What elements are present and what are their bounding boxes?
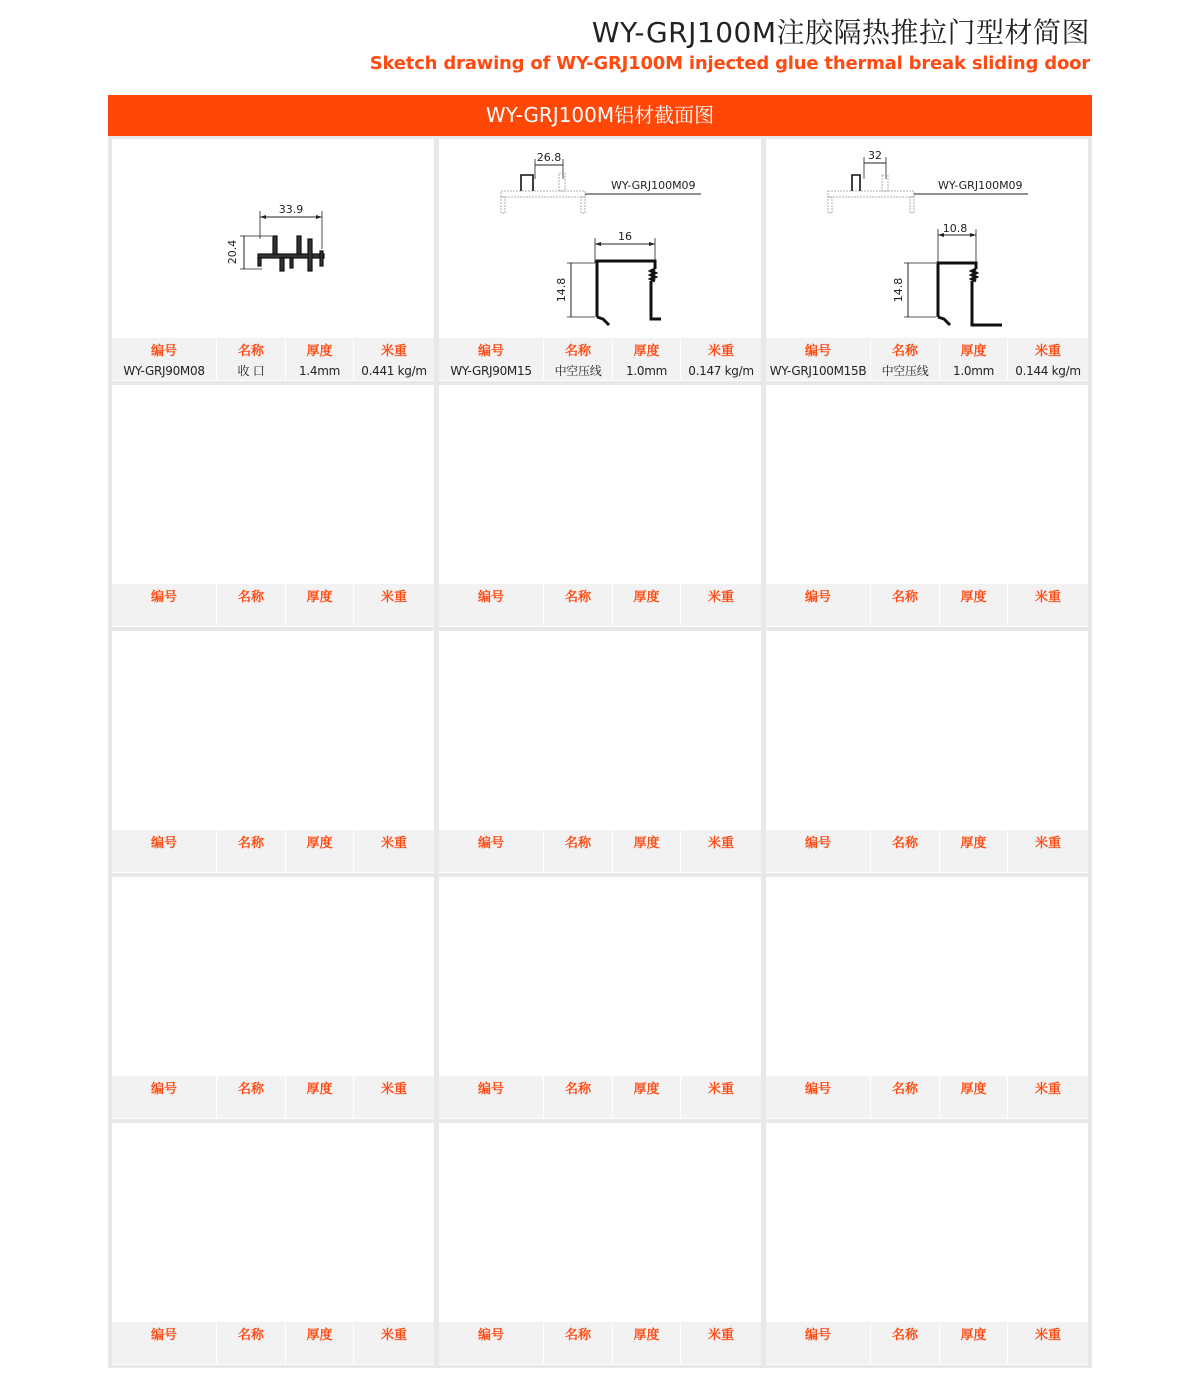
spec-table xyxy=(766,338,1088,380)
header-code: 编号 xyxy=(804,590,831,605)
header-name: 名称 xyxy=(237,590,264,605)
profile-drawing xyxy=(112,139,434,337)
header-weight: 米重 xyxy=(1034,344,1061,359)
header-weight: 米重 xyxy=(380,1082,407,1097)
value-weight: 0.147 kg/m xyxy=(688,364,754,378)
header-thickness: 厚度 xyxy=(960,344,987,359)
value-name: 中空压线 xyxy=(881,364,929,378)
header-code: 编号 xyxy=(477,344,504,359)
profile-drawing xyxy=(112,385,434,583)
header-name: 名称 xyxy=(564,344,591,359)
header-name: 名称 xyxy=(564,836,591,851)
header-weight: 米重 xyxy=(1034,590,1061,605)
header-name: 名称 xyxy=(237,836,264,851)
value-code: WY-GRJ90M15 xyxy=(450,364,532,378)
section-banner: WY-GRJ100M铝材截面图 xyxy=(108,95,1092,136)
dim-height: 20.4 xyxy=(226,239,239,265)
header-weight: 米重 xyxy=(380,590,407,605)
header-thickness: 厚度 xyxy=(960,1082,987,1097)
dim-ref-width: 32 xyxy=(868,149,882,162)
header-code: 编号 xyxy=(150,836,177,851)
page-title: WY-GRJ100M注胶隔热推拉门型材简图 xyxy=(591,16,1090,49)
profile-grid xyxy=(108,136,1092,1368)
header-code: 编号 xyxy=(804,344,831,359)
header-code: 编号 xyxy=(804,1082,831,1097)
profile-card-empty xyxy=(112,385,434,627)
header-thickness: 厚度 xyxy=(306,1328,333,1343)
header-weight: 米重 xyxy=(1034,836,1061,851)
header-weight: 米重 xyxy=(707,1082,734,1097)
header-weight: 米重 xyxy=(380,344,407,359)
profile-drawing xyxy=(439,877,761,1075)
header-name: 名称 xyxy=(564,590,591,605)
spec-table xyxy=(439,1322,761,1364)
spec-table xyxy=(439,584,761,626)
spec-table xyxy=(112,1322,434,1364)
profile-drawing xyxy=(766,631,1088,829)
profile-drawing xyxy=(766,877,1088,1075)
profile-drawing xyxy=(439,139,761,337)
header-name: 名称 xyxy=(891,344,918,359)
spec-table xyxy=(439,338,761,380)
profile-drawing xyxy=(112,1123,434,1321)
dim-width: 16 xyxy=(618,230,632,243)
profile-card xyxy=(439,139,761,381)
header-code: 编号 xyxy=(477,836,504,851)
header-code: 编号 xyxy=(477,1082,504,1097)
spec-table xyxy=(766,584,1088,626)
header-weight: 米重 xyxy=(707,836,734,851)
header-name: 名称 xyxy=(891,1082,918,1097)
profile-drawing xyxy=(112,631,434,829)
header-thickness: 厚度 xyxy=(633,1082,660,1097)
header-thickness: 厚度 xyxy=(960,1328,987,1343)
profile-card-empty xyxy=(112,877,434,1119)
header-weight: 米重 xyxy=(707,1328,734,1343)
page-subtitle: Sketch drawing of WY-GRJ100M injected glue thermal break sliding door xyxy=(369,53,1090,74)
header-thickness: 厚度 xyxy=(633,344,660,359)
header-name: 名称 xyxy=(237,1328,264,1343)
profile-card-empty xyxy=(766,631,1088,873)
header-thickness: 厚度 xyxy=(960,590,987,605)
header-name: 名称 xyxy=(237,344,264,359)
header-name: 名称 xyxy=(891,1328,918,1343)
value-weight: 0.441 kg/m xyxy=(361,364,427,378)
profile-drawing xyxy=(766,1123,1088,1321)
value-weight: 0.144 kg/m xyxy=(1015,364,1081,378)
header-weight: 米重 xyxy=(380,1328,407,1343)
header-code: 编号 xyxy=(150,590,177,605)
spec-table xyxy=(112,830,434,872)
value-thickness: 1.4mm xyxy=(299,364,340,378)
ref-profile-label: WY-GRJ100M09 xyxy=(938,179,1023,192)
header-code: 编号 xyxy=(804,1328,831,1343)
profile-card-empty xyxy=(439,631,761,873)
profile-drawing xyxy=(439,1123,761,1321)
header-name: 名称 xyxy=(891,836,918,851)
value-code: WY-GRJ100M15B xyxy=(769,364,867,378)
dim-height: 14.8 xyxy=(892,277,905,303)
profile-card-empty xyxy=(439,1123,761,1365)
profile-card xyxy=(766,139,1088,381)
header-code: 编号 xyxy=(477,1328,504,1343)
profile-drawing xyxy=(766,139,1088,337)
value-thickness: 1.0mm xyxy=(626,364,667,378)
header-thickness: 厚度 xyxy=(306,1082,333,1097)
spec-table xyxy=(112,584,434,626)
value-code: WY-GRJ90M08 xyxy=(123,364,205,378)
header-weight: 米重 xyxy=(1034,1082,1061,1097)
profile-drawing xyxy=(439,631,761,829)
dim-width: 10.8 xyxy=(942,222,968,235)
header-thickness: 厚度 xyxy=(306,590,333,605)
header-thickness: 厚度 xyxy=(960,836,987,851)
dim-ref-width: 26.8 xyxy=(536,151,562,164)
spec-table xyxy=(766,830,1088,872)
header-weight: 米重 xyxy=(380,836,407,851)
header-code: 编号 xyxy=(150,344,177,359)
profile-card-empty xyxy=(766,877,1088,1119)
spec-table xyxy=(439,830,761,872)
profile-drawing xyxy=(439,385,761,583)
header-code: 编号 xyxy=(477,590,504,605)
profile-card-empty xyxy=(439,877,761,1119)
header-thickness: 厚度 xyxy=(306,344,333,359)
profile-drawing xyxy=(112,877,434,1075)
profile-drawing xyxy=(766,385,1088,583)
value-thickness: 1.0mm xyxy=(953,364,994,378)
spec-table xyxy=(439,1076,761,1118)
value-name: 中空压线 xyxy=(554,364,602,378)
ref-profile-label: WY-GRJ100M09 xyxy=(611,179,696,192)
header-weight: 米重 xyxy=(707,590,734,605)
header-thickness: 厚度 xyxy=(306,836,333,851)
spec-table xyxy=(766,1322,1088,1364)
spec-table xyxy=(112,338,434,380)
dim-height: 14.8 xyxy=(555,277,568,303)
profile-card xyxy=(112,139,434,381)
header-name: 名称 xyxy=(564,1328,591,1343)
profile-card-empty xyxy=(112,631,434,873)
header-code: 编号 xyxy=(150,1082,177,1097)
header-name: 名称 xyxy=(891,590,918,605)
profile-card-empty xyxy=(439,385,761,627)
header-name: 名称 xyxy=(564,1082,591,1097)
profile-card-empty xyxy=(766,385,1088,627)
header-weight: 米重 xyxy=(707,344,734,359)
spec-table xyxy=(766,1076,1088,1118)
dim-width: 33.9 xyxy=(278,203,304,216)
header-code: 编号 xyxy=(804,836,831,851)
header-thickness: 厚度 xyxy=(633,1328,660,1343)
profile-card-empty xyxy=(766,1123,1088,1365)
header-code: 编号 xyxy=(150,1328,177,1343)
header-weight: 米重 xyxy=(1034,1328,1061,1343)
spec-table xyxy=(112,1076,434,1118)
header-thickness: 厚度 xyxy=(633,590,660,605)
value-name: 收 口 xyxy=(237,364,265,378)
profile-card-empty xyxy=(112,1123,434,1365)
header-thickness: 厚度 xyxy=(633,836,660,851)
header-name: 名称 xyxy=(237,1082,264,1097)
